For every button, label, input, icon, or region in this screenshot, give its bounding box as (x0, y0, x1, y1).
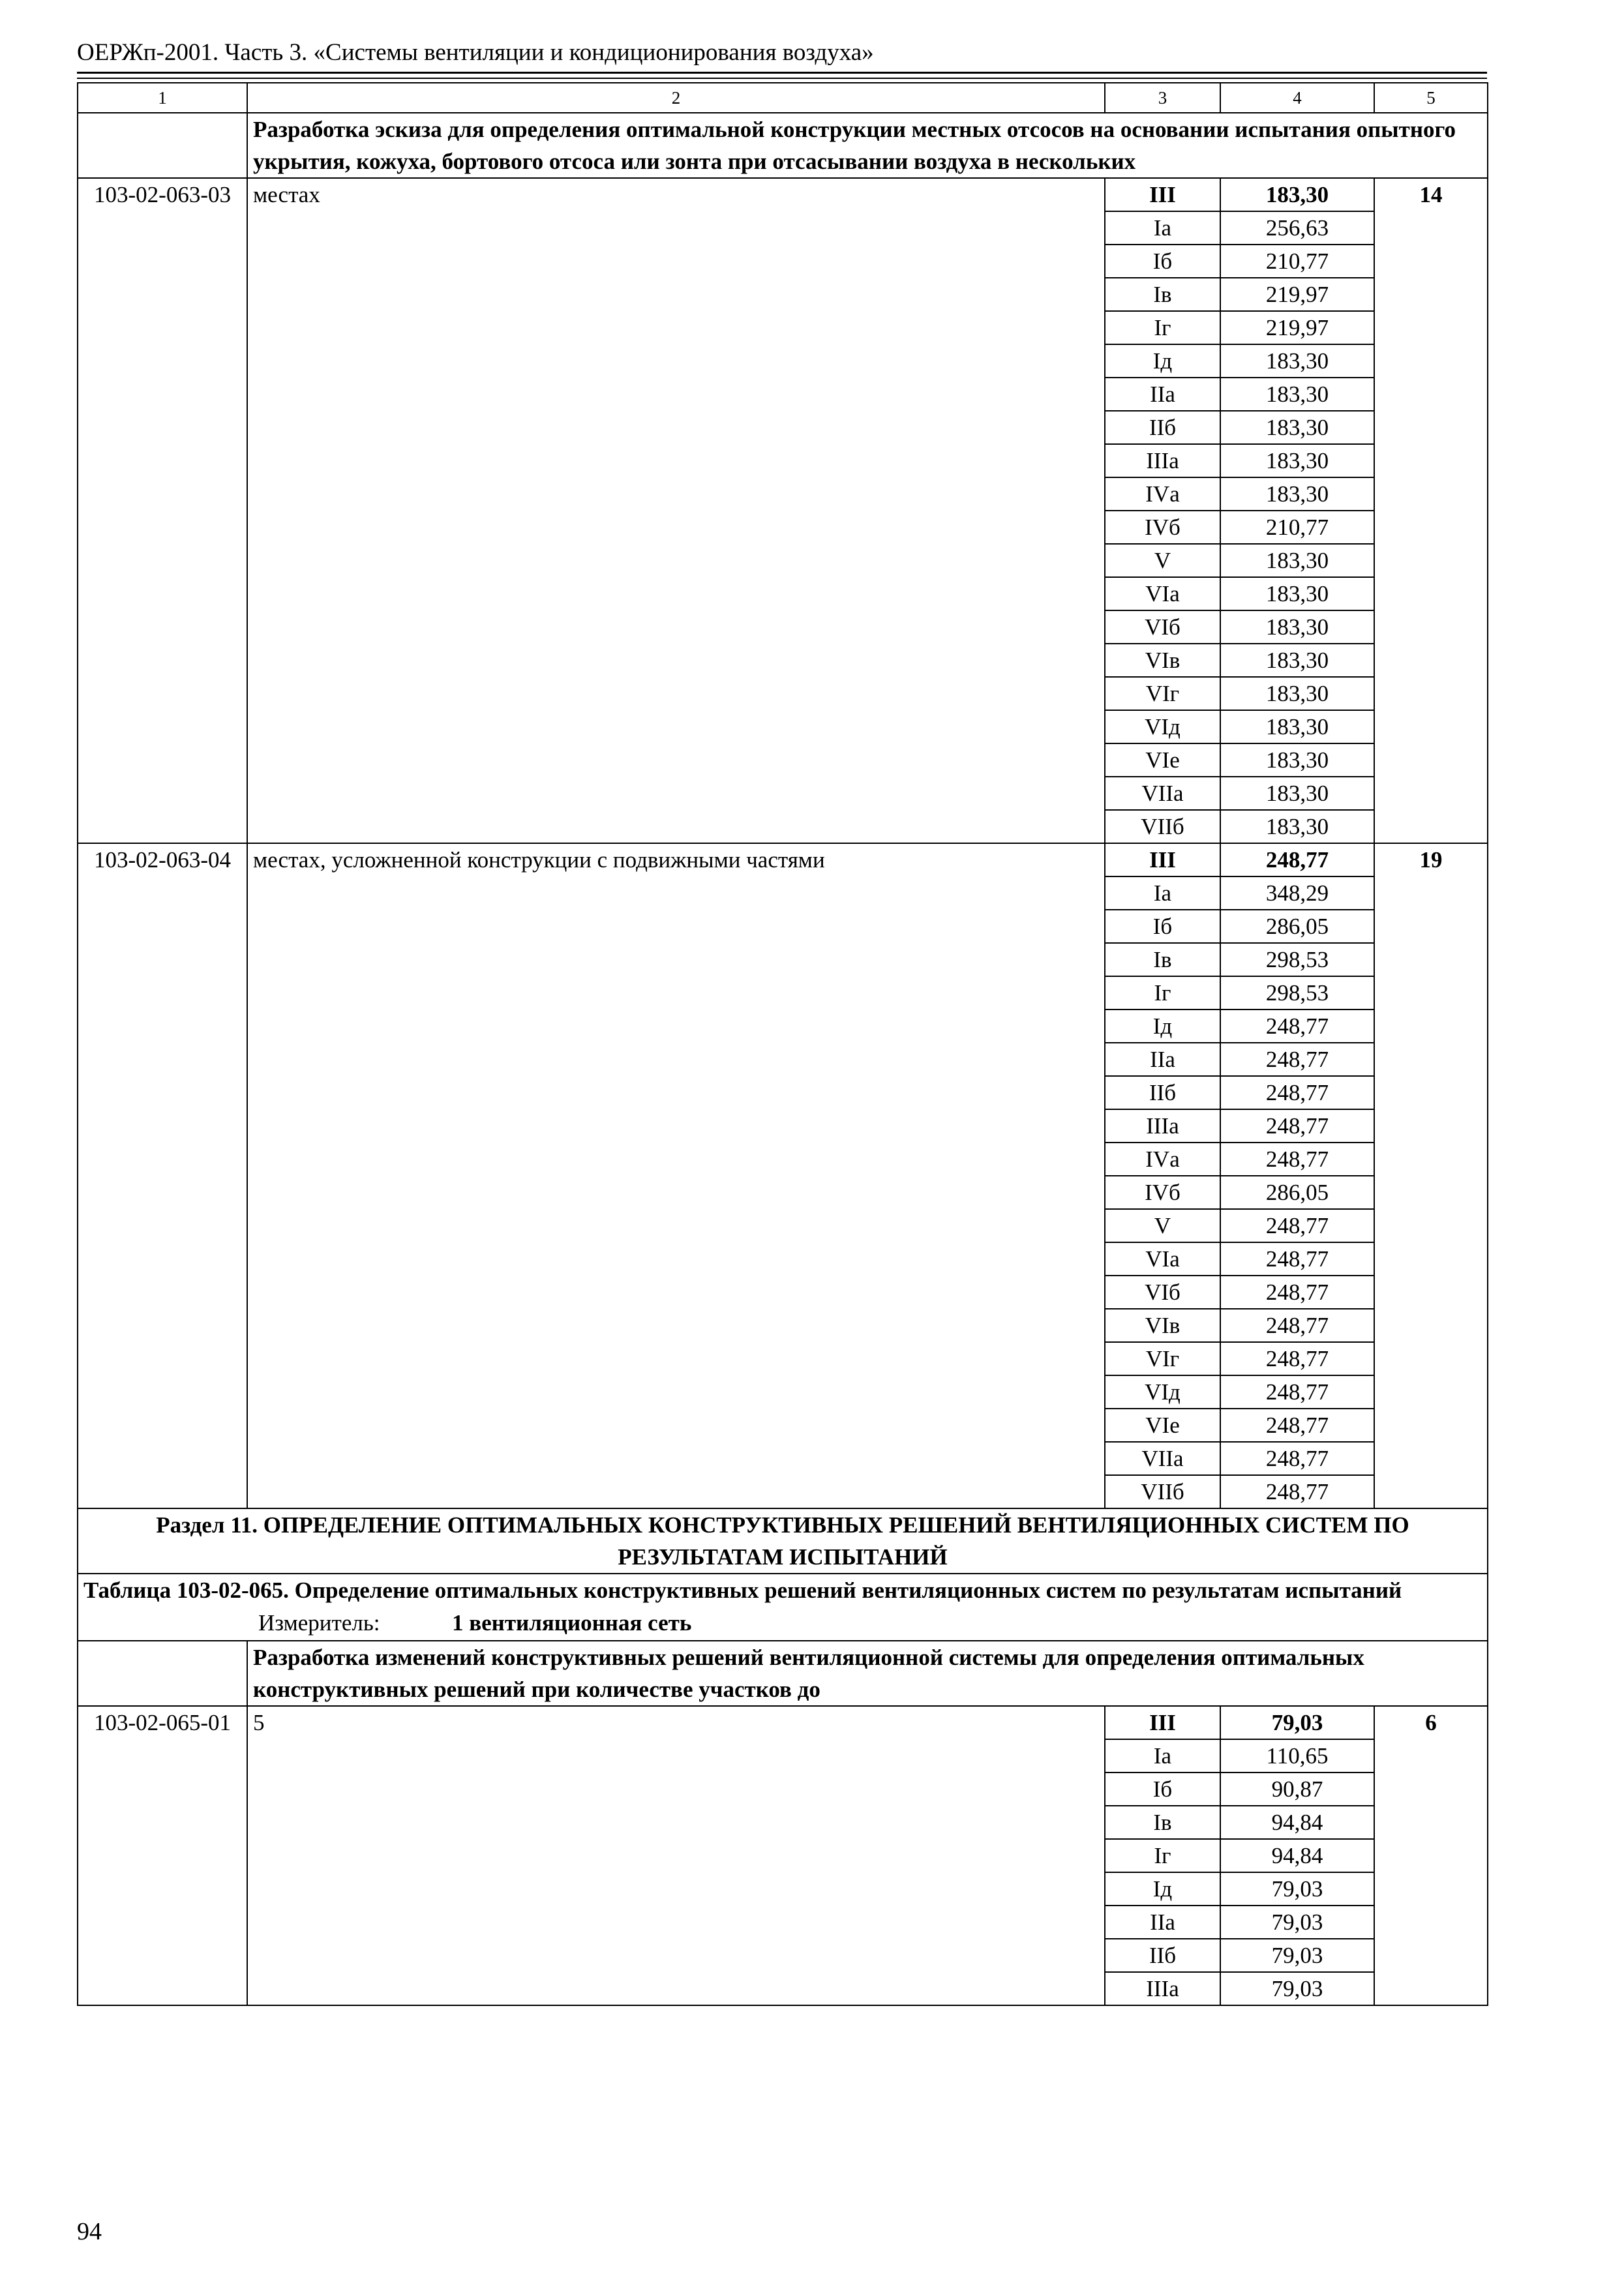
column-number: 1 (78, 83, 247, 113)
price-value: 79,03 (1220, 1906, 1374, 1939)
zone-code: IIб (1105, 1939, 1220, 1972)
price-value: 286,05 (1220, 910, 1374, 943)
zone-code: VIг (1105, 1342, 1220, 1375)
price-value: 248,77 (1220, 1143, 1374, 1176)
price-value: 79,03 (1220, 1872, 1374, 1906)
price-value: 248,77 (1220, 1209, 1374, 1242)
zone-code: VIе (1105, 1409, 1220, 1442)
zone-code: Iд (1105, 344, 1220, 378)
zone-code: III (1105, 178, 1220, 211)
zone-code: Iб (1105, 910, 1220, 943)
rates-table-body (78, 83, 1488, 2005)
price-value: 183,30 (1220, 777, 1374, 810)
price-value: 248,77 (1220, 1475, 1374, 1508)
item-description: местах (247, 178, 1105, 843)
zone-code: VIд (1105, 1375, 1220, 1409)
labor-cost: 14 (1374, 178, 1488, 843)
table-title: Таблица 103-02-065. Определение оптимальных конструктивных решений вентиляционных систем по результатам испытаний (83, 1578, 1402, 1603)
column-number: 4 (1220, 83, 1374, 113)
zone-code: IVа (1105, 1143, 1220, 1176)
group-heading-code-cell (78, 1641, 247, 1706)
item-code: 103-02-063-03 (78, 178, 247, 843)
zone-code: VIе (1105, 743, 1220, 777)
price-value: 256,63 (1220, 211, 1374, 245)
item-code: 103-02-065-01 (78, 1706, 247, 2005)
rate-row (78, 843, 1488, 876)
rate-row (78, 1706, 1488, 1739)
price-value: 90,87 (1220, 1773, 1374, 1806)
price-value: 94,84 (1220, 1839, 1374, 1872)
price-value: 248,77 (1220, 1109, 1374, 1143)
zone-code: IIа (1105, 1043, 1220, 1076)
zone-code: IIб (1105, 411, 1220, 444)
price-value: 298,53 (1220, 976, 1374, 1010)
price-value: 210,77 (1220, 245, 1374, 278)
measure-value: 1 вентиляционная сеть (452, 1610, 692, 1636)
zone-code: Iв (1105, 1806, 1220, 1839)
price-value: 183,30 (1220, 344, 1374, 378)
price-value: 248,77 (1220, 1276, 1374, 1309)
price-value: 248,77 (1220, 1076, 1374, 1109)
price-value: 183,30 (1220, 677, 1374, 710)
price-value: 219,97 (1220, 278, 1374, 311)
zone-code: IVа (1105, 477, 1220, 511)
zone-code: IVб (1105, 511, 1220, 544)
zone-code: IIа (1105, 378, 1220, 411)
price-value: 248,77 (1220, 1442, 1374, 1475)
zone-code: VIд (1105, 710, 1220, 743)
page-number: 94 (77, 2218, 102, 2245)
price-value: 183,30 (1220, 178, 1374, 211)
labor-cost: 19 (1374, 843, 1488, 1508)
zone-code: VIв (1105, 644, 1220, 677)
price-value: 298,53 (1220, 943, 1374, 976)
group-heading: Разработка эскиза для определения оптимальной конструкции местных отсосов на основании испытания опытного укрытия, кожуха, бортового отсоса или зонта при отсасывании воздуха в нескольких (247, 113, 1488, 178)
zone-code: VIIб (1105, 1475, 1220, 1508)
price-value: 183,30 (1220, 644, 1374, 677)
header-rule (77, 72, 1487, 74)
price-value: 183,30 (1220, 544, 1374, 577)
zone-code: VIб (1105, 1276, 1220, 1309)
section-row (78, 1508, 1488, 1574)
zone-code: IVб (1105, 1176, 1220, 1209)
price-value: 79,03 (1220, 1939, 1374, 1972)
price-value: 248,77 (1220, 1309, 1374, 1342)
zone-code: IIIа (1105, 1109, 1220, 1143)
zone-code: Iг (1105, 1839, 1220, 1872)
price-value: 183,30 (1220, 810, 1374, 843)
header-rule-secondary (77, 78, 1487, 79)
zone-code: Iд (1105, 1010, 1220, 1043)
zone-code: III (1105, 1706, 1220, 1739)
price-value: 286,05 (1220, 1176, 1374, 1209)
price-value: 183,30 (1220, 743, 1374, 777)
zone-code: IIIа (1105, 444, 1220, 477)
price-value: 219,97 (1220, 311, 1374, 344)
column-number: 5 (1374, 83, 1488, 113)
zone-code: Iг (1105, 311, 1220, 344)
zone-code: VIIа (1105, 777, 1220, 810)
zone-code: VIIб (1105, 810, 1220, 843)
group-heading-code-cell (78, 113, 247, 178)
price-value: 79,03 (1220, 1706, 1374, 1739)
group-heading-row (78, 1641, 1488, 1706)
column-number: 2 (247, 83, 1105, 113)
price-value: 348,29 (1220, 876, 1374, 910)
price-value: 183,30 (1220, 411, 1374, 444)
zone-code: Iд (1105, 1872, 1220, 1906)
price-value: 248,77 (1220, 1242, 1374, 1276)
zone-code: Iг (1105, 976, 1220, 1010)
rate-row (78, 178, 1488, 211)
price-value: 183,30 (1220, 710, 1374, 743)
price-value: 210,77 (1220, 511, 1374, 544)
item-description: 5 (247, 1706, 1105, 2005)
item-code: 103-02-063-04 (78, 843, 247, 1508)
zone-code: Iа (1105, 211, 1220, 245)
zone-code: Iа (1105, 876, 1220, 910)
zone-code: Iв (1105, 943, 1220, 976)
zone-code: III (1105, 843, 1220, 876)
price-value: 248,77 (1220, 1409, 1374, 1442)
group-heading-row (78, 113, 1488, 178)
zone-code: VIг (1105, 677, 1220, 710)
measure-label: Измеритель: (258, 1610, 380, 1636)
table-title-cell (78, 1574, 1488, 1641)
price-value: 183,30 (1220, 610, 1374, 644)
rates-table (77, 82, 1488, 2006)
zone-code: IIIа (1105, 1972, 1220, 2005)
price-value: 183,30 (1220, 378, 1374, 411)
price-value: 248,77 (1220, 843, 1374, 876)
zone-code: V (1105, 1209, 1220, 1242)
zone-code: Iа (1105, 1739, 1220, 1773)
zone-code: VIа (1105, 1242, 1220, 1276)
price-value: 248,77 (1220, 1342, 1374, 1375)
group-heading: Разработка изменений конструктивных решений вентиляционной системы для определения оптимальных конструктивных решений при количестве участков до (247, 1641, 1488, 1706)
zone-code: Iб (1105, 245, 1220, 278)
table-title-row (78, 1574, 1488, 1641)
price-value: 248,77 (1220, 1010, 1374, 1043)
item-description: местах, усложненной конструкции с подвижными частями (247, 843, 1105, 1508)
column-numbers-row (78, 83, 1488, 113)
price-value: 183,30 (1220, 577, 1374, 610)
zone-code: IIб (1105, 1076, 1220, 1109)
column-number: 3 (1105, 83, 1220, 113)
section-title: Раздел 11. ОПРЕДЕЛЕНИЕ ОПТИМАЛЬНЫХ КОНСТРУКТИВНЫХ РЕШЕНИЙ ВЕНТИЛЯЦИОННЫХ СИСТЕМ ПО РЕЗУЛЬТАТАМ ИСПЫТАНИЙ (78, 1508, 1488, 1574)
price-value: 79,03 (1220, 1972, 1374, 2005)
price-value: 183,30 (1220, 444, 1374, 477)
price-value: 110,65 (1220, 1739, 1374, 1773)
price-value: 248,77 (1220, 1375, 1374, 1409)
price-value: 248,77 (1220, 1043, 1374, 1076)
zone-code: VIв (1105, 1309, 1220, 1342)
zone-code: Iв (1105, 278, 1220, 311)
price-value: 94,84 (1220, 1806, 1374, 1839)
zone-code: VIIа (1105, 1442, 1220, 1475)
zone-code: V (1105, 544, 1220, 577)
page-header: ОЕРЖп-2001. Часть 3. «Системы вентиляции и кондиционирования воздуха» (77, 39, 874, 66)
zone-code: VIб (1105, 610, 1220, 644)
zone-code: VIа (1105, 577, 1220, 610)
zone-code: Iб (1105, 1773, 1220, 1806)
zone-code: IIа (1105, 1906, 1220, 1939)
labor-cost: 6 (1374, 1706, 1488, 2005)
measure-line (83, 1606, 1482, 1640)
price-value: 183,30 (1220, 477, 1374, 511)
